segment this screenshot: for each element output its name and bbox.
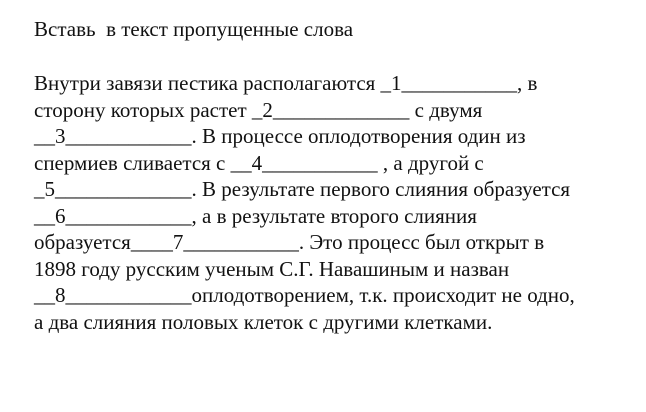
text-line: а два слияния половых клеток с другими клетками. [34,309,493,334]
text-line: __8____________оплодотворением, т.к. происходит не одно, [34,283,575,307]
text-line: образуется____7___________. Это процесс был открыт в [34,230,545,254]
document-page [34,16,634,335]
text-line: Внутри завязи пестика располагаются _1___________, в [34,71,538,95]
text-line: __3____________. В процессе оплодотворения один из [34,124,526,148]
task-title: Вставь в текст пропущенные слова [34,17,354,41]
text-line: сторону которых растет _2_____________ с двумя [34,97,483,122]
text-line: 1898 году русским ученым С.Г. Навашиным и назван [34,256,510,281]
exercise-text [34,70,634,335]
text-line: спермиев сливается с __4___________ , а другой с [34,150,484,175]
text-line: _5_____________. В результате первого слияния образуется [34,177,571,201]
text-line: __6____________, а в результате второго слияния [34,203,477,228]
